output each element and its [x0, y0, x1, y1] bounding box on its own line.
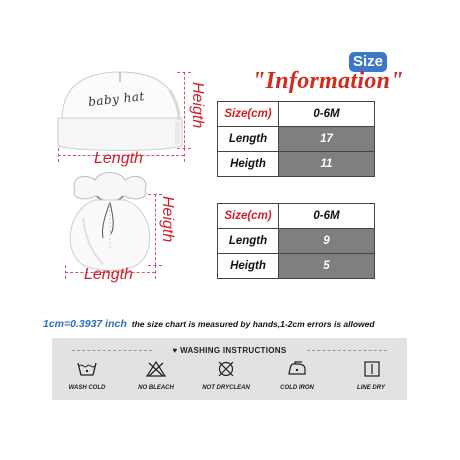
wash-cold-label: WASH COLD: [68, 385, 106, 391]
hat-length-tick-right: [184, 148, 185, 162]
table-row-value: 11: [279, 152, 375, 177]
bag-height-tick-bottom: [148, 265, 162, 266]
hat-length-tick-left: [58, 148, 59, 162]
bag-length-tick-left: [65, 265, 66, 279]
table-row: [218, 127, 375, 152]
hat-height-tick-top: [177, 72, 191, 73]
table-header-row: [218, 204, 375, 229]
bag-height-line: [155, 194, 156, 265]
size-table-bag: [217, 203, 375, 279]
hat-height-line: [184, 72, 185, 148]
table-row-value: 5: [279, 254, 375, 279]
table-header-row: [218, 102, 375, 127]
drawstring-bag-icon: [55, 168, 165, 272]
table-row: [218, 229, 375, 254]
washing-title-text: WASHING INSTRUCTIONS: [180, 346, 287, 355]
bag-height-tick-top: [148, 194, 162, 195]
cold-iron-icon: [286, 360, 308, 378]
washing-title: [52, 346, 407, 355]
hat-height-tick-bottom: [177, 148, 191, 149]
cold-iron-label: COLD IRON: [280, 385, 314, 391]
no-dryclean-icon: [215, 360, 237, 378]
no-bleach-icon: [145, 360, 167, 378]
table-row: [218, 152, 375, 177]
table-row-label: Length: [218, 127, 279, 152]
bag-length-label: Length: [84, 266, 133, 283]
table-row: [218, 254, 375, 279]
heart-icon: ♥: [172, 346, 178, 355]
wash-cold-icon: [76, 360, 98, 378]
table-row-value: 9: [279, 229, 375, 254]
size-badge: Size: [349, 52, 387, 72]
conversion-note: [43, 314, 375, 332]
table-header-label: Size(cm): [218, 102, 279, 127]
no-dryclean-label: NOT DRYCLEAN: [202, 385, 250, 391]
hat-length-label: Length: [94, 150, 143, 167]
measurement-note: the size chart is measured by hands,1-2cm errors is allowed: [131, 319, 375, 329]
size-table-hat: [217, 101, 375, 177]
table-header-value: 0-6M: [279, 102, 375, 127]
table-row-label: Heigth: [218, 152, 279, 177]
table-header-label: Size(cm): [218, 204, 279, 229]
bag-height-label: Heigth: [159, 196, 176, 243]
table-header-value: 0-6M: [279, 204, 375, 229]
table-row-value: 17: [279, 127, 375, 152]
no-bleach-label: NO BLEACH: [138, 385, 174, 391]
line-dry-label: LINE DRY: [357, 385, 385, 391]
table-row-label: Length: [218, 229, 279, 254]
bag-illustration: [55, 168, 165, 272]
hat-height-label: Heigth: [189, 82, 206, 129]
bag-length-tick-right: [155, 265, 156, 279]
hat-embroidery-text: baby hat: [87, 89, 146, 109]
unit-conversion: 1cm=0.3937 inch: [43, 318, 127, 330]
line-dry-icon: [362, 359, 382, 379]
table-row-label: Heigth: [218, 254, 279, 279]
information-title: "Information": [252, 68, 404, 94]
